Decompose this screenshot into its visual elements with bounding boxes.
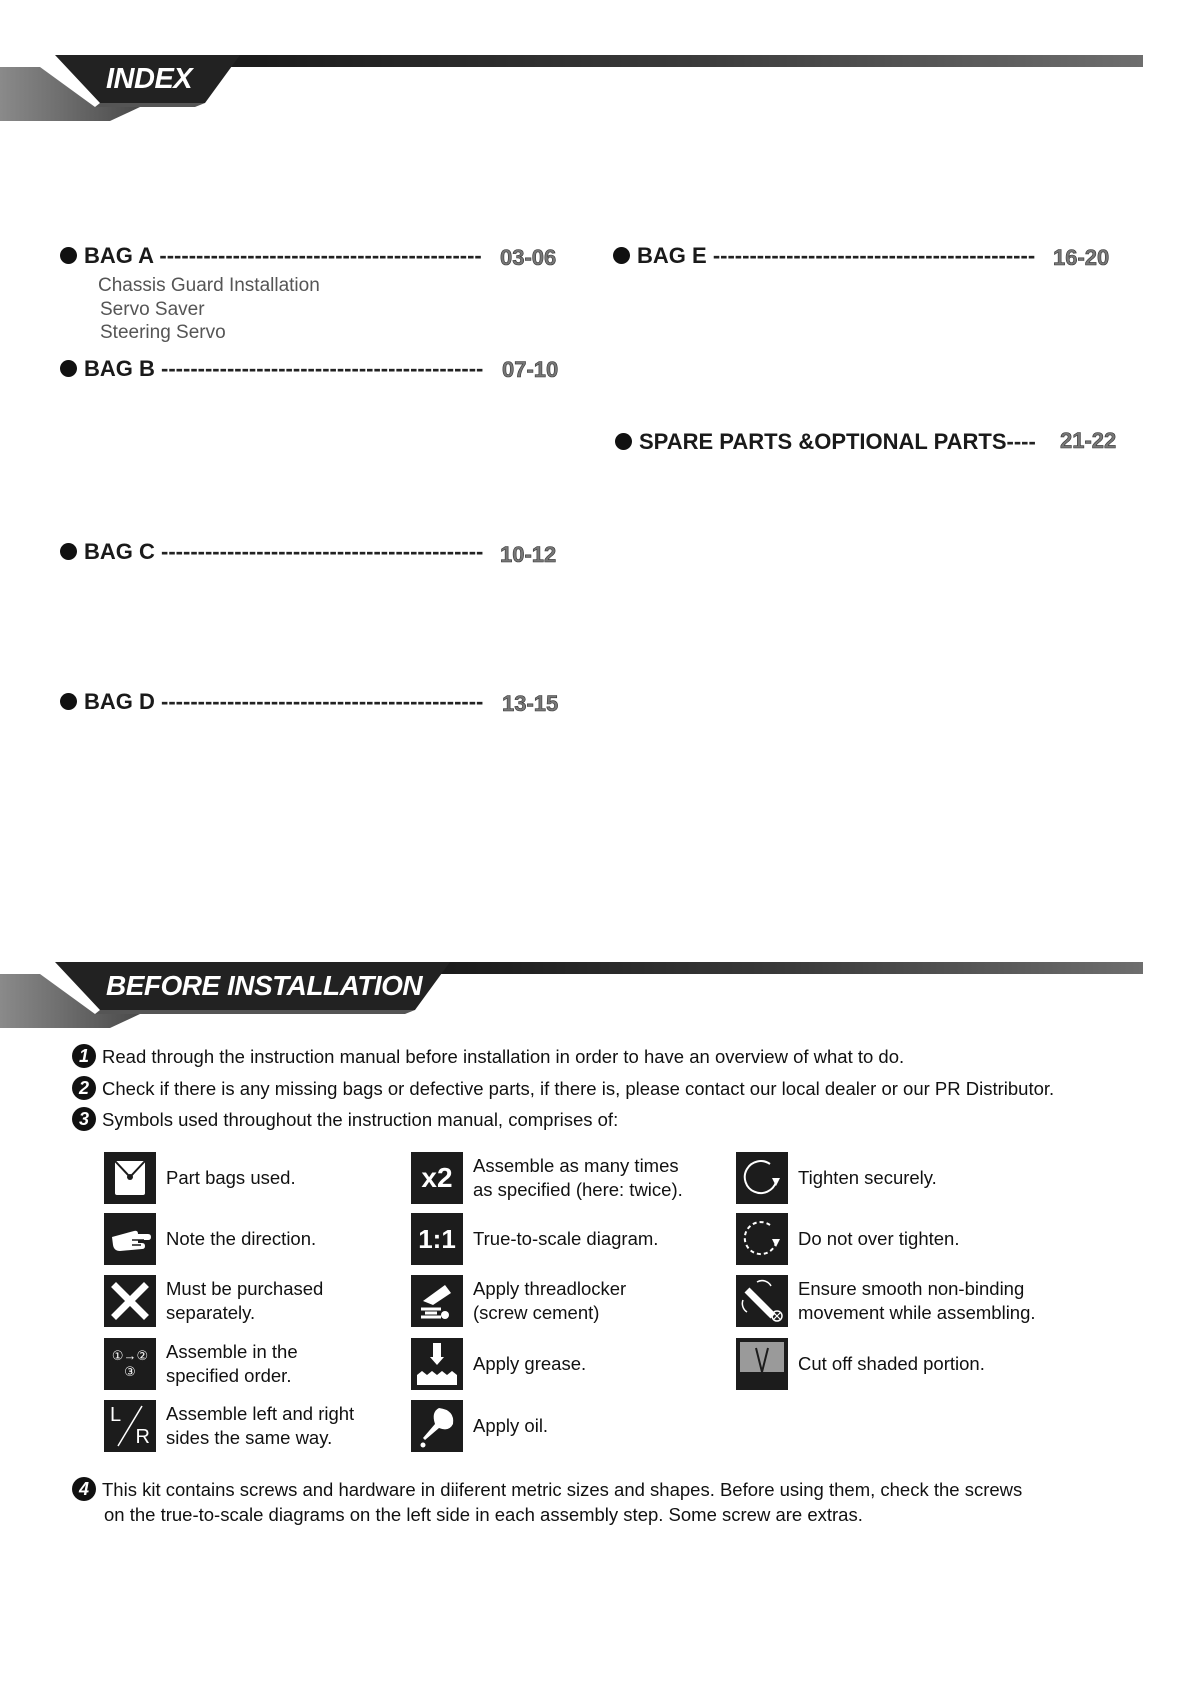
symbol-label: Part bags used. [166,1167,296,1188]
spare-parts-label: SPARE PARTS &OPTIONAL PARTS [639,429,1007,454]
step-number-badge: 3 [72,1107,96,1131]
symbol-label: Note the direction. [166,1228,317,1249]
symbol-cut-off [736,1338,985,1390]
bag-e-pages: 16-20 [1053,245,1110,270]
symbol-tighten [736,1152,937,1204]
left-right-icon [104,1400,156,1452]
tighten-icon [736,1152,788,1204]
spare-parts-row[interactable] [615,429,1036,455]
bag-a-items [98,274,320,345]
bag-a-item: Servo Saver [100,298,205,320]
symbol-smooth-movement [736,1275,1036,1327]
bag-b-row[interactable] [60,356,483,382]
bag-d-label: BAG D [84,689,155,714]
index-banner [0,55,1191,125]
bag-a-item: Steering Servo [100,322,226,343]
index-title: INDEX [106,63,193,95]
symbol-true-scale [411,1213,658,1265]
symbol-direction [104,1213,316,1265]
dash-leader: -------------------------------------------- [159,243,482,268]
bullet-icon [615,433,632,450]
bag-a-row[interactable] [60,243,482,269]
threadlocker-icon [411,1275,463,1327]
symbol-part-bag [104,1152,296,1204]
step-text: This kit contains screws and hardware in diiferent metric sizes and shapes. Before using them, check the screws [102,1479,1023,1500]
spare-parts-pages: 21-22 [1060,428,1117,453]
bullet-icon [60,543,77,560]
order-sequence-icon: ①→② ③ [104,1338,156,1390]
bag-a-item: Chassis Guard Installation [98,275,320,296]
step-1 [72,1046,904,1070]
right-glyph: R [135,1426,150,1448]
left-glyph: L [110,1404,122,1426]
step-4 [72,1478,1022,1527]
symbol-label: Apply oil. [473,1415,549,1436]
symbol-label: Ensure smooth non-binding movement while assembling. [798,1278,1036,1323]
symbol-label: Do not over tighten. [798,1228,960,1249]
bag-b-label: BAG B [84,356,155,381]
smooth-movement-icon [736,1275,788,1327]
dash-leader: ---- [1006,429,1036,454]
step-number-badge: 1 [72,1044,96,1068]
bag-a-pages: 03-06 [500,245,557,270]
bag-e-label: BAG E [637,243,707,268]
symbol-label: Cut off shaded portion. [798,1353,985,1374]
symbol-purchase-separately [104,1275,323,1327]
bag-b-pages: 07-10 [502,357,559,382]
symbol-label: Apply grease. [473,1353,587,1374]
bag-a-label: BAG A [84,243,154,268]
bag-e-row[interactable] [613,243,1035,269]
bullet-icon [60,360,77,377]
bag-d-row[interactable] [60,689,483,715]
direction-hand-icon [104,1213,156,1265]
symbol-label: Assemble left and right sides the same way. [166,1403,355,1448]
bullet-icon [613,247,630,264]
before-installation-title: BEFORE INSTALLATION [106,970,423,1001]
symbol-specified-order [104,1338,298,1390]
step-2 [72,1078,1054,1102]
symbol-label: Must be purchased separately. [166,1278,324,1323]
cut-off-icon [736,1338,788,1390]
symbol-label: Tighten securely. [798,1167,937,1188]
cross-icon [104,1275,156,1327]
symbol-oil [411,1400,548,1452]
dash-leader: -------------------------------------------- [161,356,484,381]
part-bag-icon [104,1152,156,1204]
symbol-threadlocker [411,1275,626,1327]
step-number-badge: 2 [72,1076,96,1100]
bag-d-pages: 13-15 [502,691,559,716]
step-text: Check if there is any missing bags or defective parts, if there is, please contact our local dealer or our PR Distributor. [102,1078,1055,1099]
step-text: Read through the instruction manual before installation in order to have an overview of what to do. [102,1046,905,1067]
step-text: Symbols used throughout the instruction manual, comprises of: [102,1109,619,1130]
symbol-no-over-tighten [736,1213,959,1265]
symbol-label: Assemble in the specified order. [166,1341,298,1386]
grease-icon [411,1338,463,1390]
step-number-badge: 4 [72,1477,96,1501]
before-installation-banner [0,962,1191,1032]
symbol-left-right [104,1400,354,1452]
symbol-grease [411,1338,586,1390]
dash-leader: -------------------------------------------- [161,539,484,564]
true-scale-icon: 1:1 [411,1213,463,1265]
dash-leader: -------------------------------------------- [712,243,1036,268]
step-3 [72,1109,618,1133]
oil-icon [411,1400,463,1452]
step-text-continued: on the true-to-scale diagrams on the left side in each assembly step. Some screw are extras. [104,1504,863,1526]
bag-c-row[interactable] [60,539,483,565]
times-two-icon: x2 [411,1152,463,1204]
symbol-label: Assemble as many times as specified (here: twice). [473,1155,683,1200]
symbol-label: Apply threadlocker (screw cement) [473,1278,627,1323]
bag-c-pages: 10-12 [500,542,557,567]
bullet-icon [60,247,77,264]
symbol-label: True-to-scale diagram. [473,1228,659,1249]
bullet-icon [60,693,77,710]
bag-c-label: BAG C [84,539,155,564]
no-over-tighten-icon [736,1213,788,1265]
dash-leader: -------------------------------------------- [161,689,484,714]
symbol-times-two [411,1152,683,1204]
